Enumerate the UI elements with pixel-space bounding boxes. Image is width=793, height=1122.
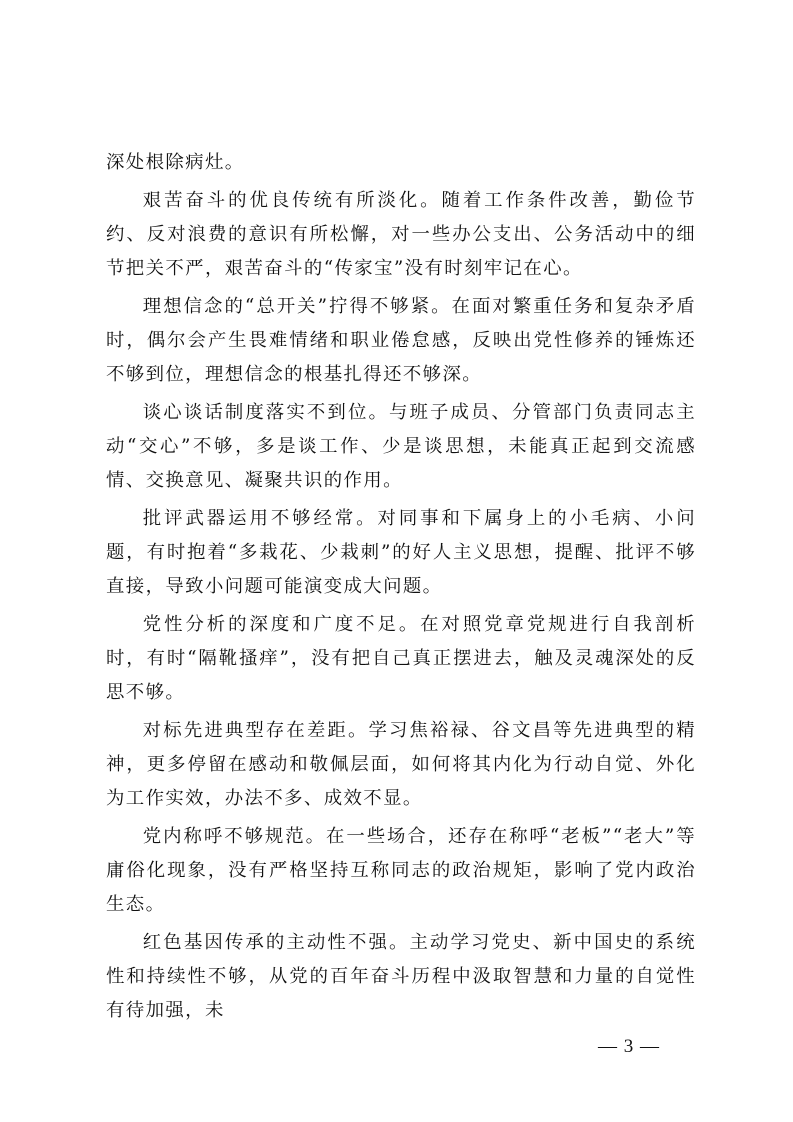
- document-body: [106, 146, 696, 1032]
- paragraph-2: 艰苦奋斗的优良传统有所淡化。随着工作条件改善，勤俭节约、反对浪费的意识有所松懈，对一些办公支出、公务活动中的细节把关不严，艰苦奋斗的“传家宝”没有时刻牢记在心。: [106, 190, 696, 279]
- page-number: — 3 —: [598, 1036, 660, 1057]
- paragraph-7: 对标先进典型存在差距。学习焦裕禄、谷文昌等先进典型的精神，更多停留在感动和敬佩层面，如何将其内化为行动自觉、外化为工作实效，办法不多、成效不显。: [106, 720, 696, 809]
- paragraph-8: 党内称呼不够规范。在一些场合，还存在称呼“老板”“老大”等庸俗化现象，没有严格坚持互称同志的政治规矩，影响了党内政治生态。: [106, 826, 696, 915]
- paragraph-4: 谈心谈话制度落实不到位。与班子成员、分管部门负责同志主动“交心”不够，多是谈工作、少是谈思想，未能真正起到交流感情、交换意见、凝聚共识的作用。: [106, 402, 696, 491]
- paragraph-5: 批评武器运用不够经常。对同事和下属身上的小毛病、小问题，有时抱着“多栽花、少栽刺”的好人主义思想，提醒、批评不够直接，导致小问题可能演变成大问题。: [106, 508, 696, 597]
- paragraph-9: 红色基因传承的主动性不强。主动学习党史、新中国史的系统性和持续性不够，从党的百年奋斗历程中汲取智慧和力量的自觉性有待加强，未: [106, 932, 696, 1021]
- paragraph-3: 理想信念的“总开关”拧得不够紧。在面对繁重任务和复杂矛盾时，偶尔会产生畏难情绪和职业倦怠感，反映出党性修养的锤炼还不够到位，理想信念的根基扎得还不够深。: [106, 296, 696, 385]
- paragraph-1: 深处根除病灶。: [106, 152, 245, 173]
- paragraph-6: 党性分析的深度和广度不足。在对照党章党规进行自我剖析时，有时“隔靴搔痒”，没有把自己真正摆进去，触及灵魂深处的反思不够。: [106, 614, 696, 703]
